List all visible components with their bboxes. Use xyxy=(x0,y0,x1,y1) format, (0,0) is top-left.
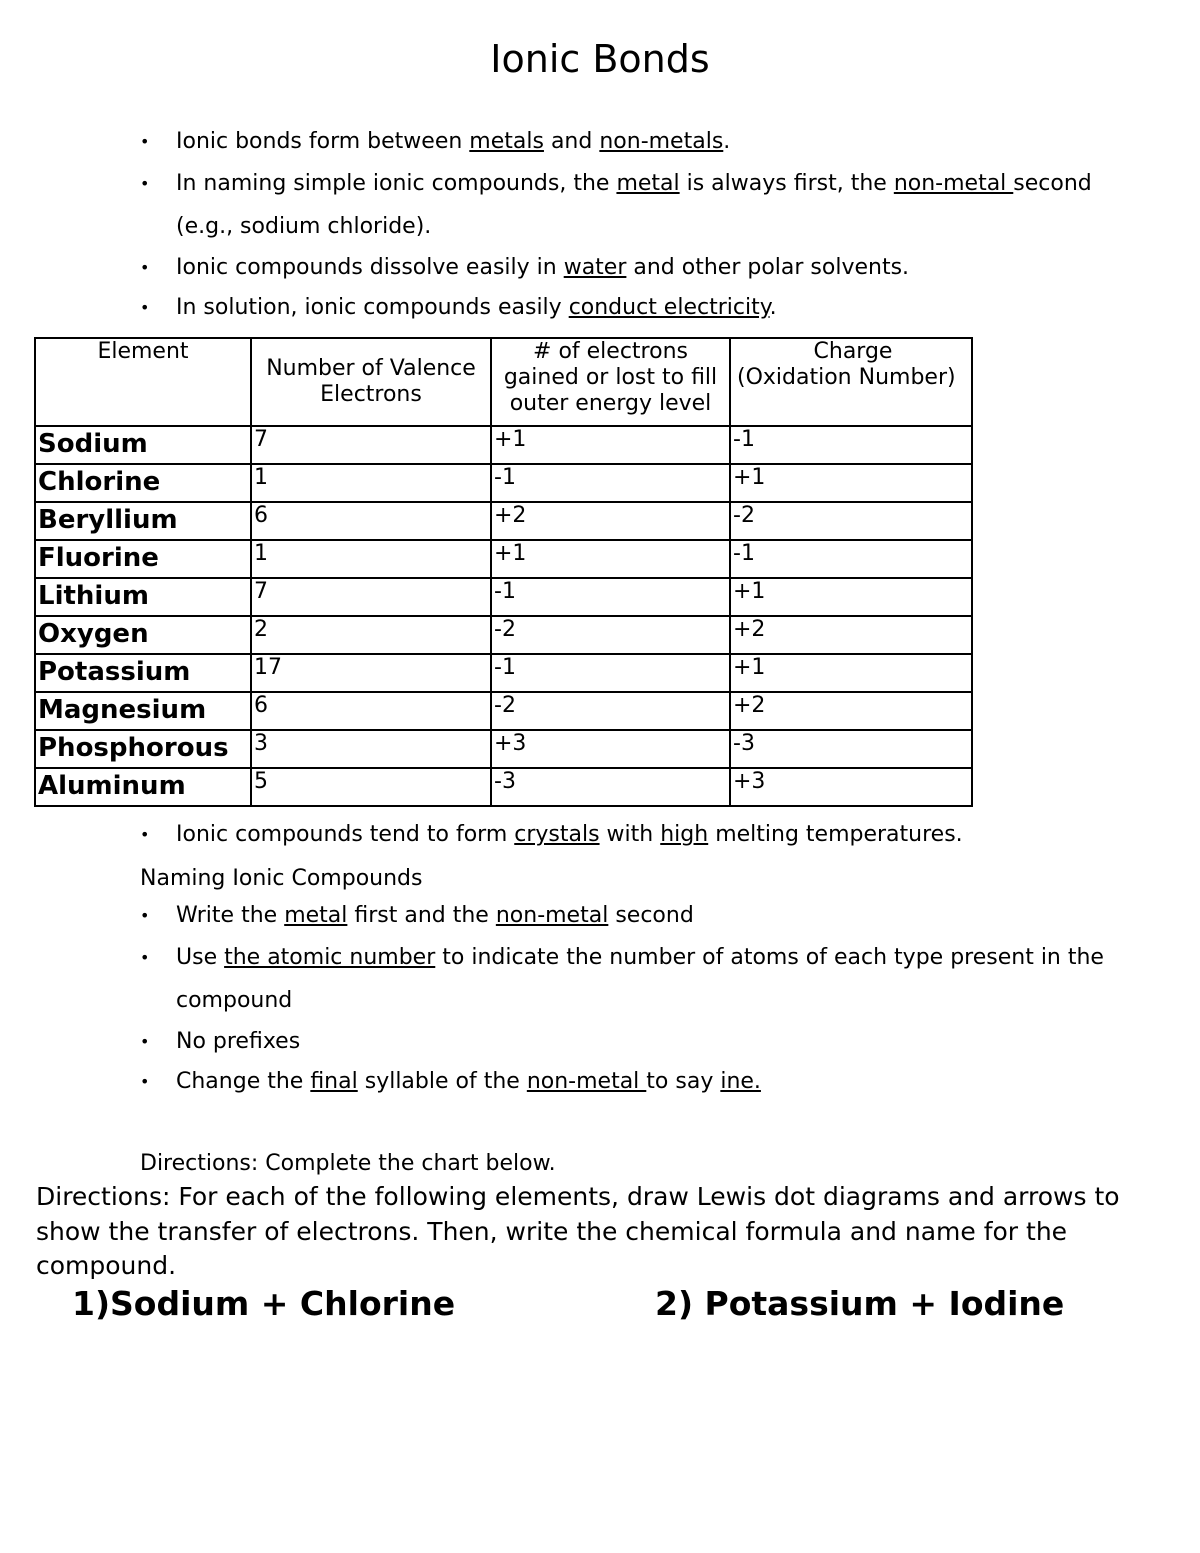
cell-electrons: -3 xyxy=(491,768,730,806)
cell-charge: +1 xyxy=(730,654,972,692)
bullet-text: melting temperatures. xyxy=(708,822,963,847)
bullet-write-metal-first xyxy=(140,896,1120,936)
cell-element: Chlorine xyxy=(35,464,251,502)
cell-charge: +3 xyxy=(730,768,972,806)
cell-charge: +1 xyxy=(730,578,972,616)
chart-row-fluorine xyxy=(35,540,972,578)
bullet-text: . xyxy=(769,295,777,320)
bullet-text: and other polar solvents. xyxy=(626,255,910,280)
cell-element: Aluminum xyxy=(35,768,251,806)
cell-valence: 2 xyxy=(251,616,491,654)
cell-electrons: +3 xyxy=(491,730,730,768)
bullet-text: Ionic compounds dissolve easily in xyxy=(176,255,564,280)
chart-row-sodium xyxy=(35,426,972,464)
bullet-no-prefixes xyxy=(140,1022,1120,1062)
bullet-text: Use xyxy=(176,945,225,970)
cell-electrons: +1 xyxy=(491,426,730,464)
cell-charge: +2 xyxy=(730,616,972,654)
bullet-text: syllable of the xyxy=(357,1069,527,1094)
underlined-term: water xyxy=(563,255,627,280)
bullet-text: to say xyxy=(646,1069,721,1094)
cell-electrons: -2 xyxy=(491,616,730,654)
chart-header-row xyxy=(35,338,972,426)
cell-element: Sodium xyxy=(35,426,251,464)
bullet-text: In solution, ionic compounds easily xyxy=(176,295,569,320)
bullet-text: Change the xyxy=(176,1069,311,1094)
underlined-term: metals xyxy=(469,129,544,154)
bullet-text: In naming simple ionic compounds, the xyxy=(176,171,617,196)
header-electrons-gained-lost: # of electrons gained or lost to fill outer energy level xyxy=(491,338,730,426)
cell-element: Oxygen xyxy=(35,616,251,654)
bullet-text: with xyxy=(599,822,661,847)
underlined-term: conduct electricity xyxy=(568,295,770,320)
underlined-term: crystals xyxy=(514,822,600,847)
cell-electrons: -1 xyxy=(491,464,730,502)
cell-electrons: +1 xyxy=(491,540,730,578)
bullet-text: first and the xyxy=(347,903,496,928)
cell-charge: -2 xyxy=(730,502,972,540)
naming-heading: Naming Ionic Compounds xyxy=(140,866,423,891)
chart-body xyxy=(35,426,972,806)
header-charge xyxy=(730,338,972,426)
cell-electrons: -2 xyxy=(491,692,730,730)
problem-sodium-chlorine: 1)Sodium + Chlorine xyxy=(72,1284,456,1323)
cell-electrons: +2 xyxy=(491,502,730,540)
bullet-text: Ionic bonds form between xyxy=(176,129,470,154)
cell-valence: 3 xyxy=(251,730,491,768)
cell-element: Beryllium xyxy=(35,502,251,540)
chart-row-phosphorous xyxy=(35,730,972,768)
header-charge-subtitle: (Oxidation Number) xyxy=(737,365,956,390)
cell-valence: 6 xyxy=(251,502,491,540)
cell-valence: 6 xyxy=(251,692,491,730)
cell-charge: -1 xyxy=(730,540,972,578)
header-element: Element xyxy=(35,338,251,426)
header-charge-title: Charge xyxy=(813,339,893,364)
cell-element: Phosphorous xyxy=(35,730,251,768)
cell-element: Magnesium xyxy=(35,692,251,730)
bullet-dissolve xyxy=(140,248,1120,288)
bullet-text: . xyxy=(723,129,731,154)
underlined-term: final xyxy=(310,1069,358,1094)
bullet-text: to indicate the number of atoms of each type present in the compound xyxy=(176,945,1104,1013)
intro-bullet-list xyxy=(140,122,1120,328)
chart-row-potassium xyxy=(35,654,972,692)
bullet-text: is always first, the xyxy=(679,171,894,196)
naming-bullet-list xyxy=(140,896,1120,1102)
directions-lewis-dot: Directions: For each of the following elements, draw Lewis dot diagrams and arrows to show the transfer of electrons. Then, write the chemical formula and name for the compound. xyxy=(36,1182,1120,1280)
cell-electrons: -1 xyxy=(491,654,730,692)
underlined-term: metal xyxy=(616,171,680,196)
bullet-text: second (e.g., sodium chloride). xyxy=(176,171,1092,239)
bullet-text: Ionic compounds tend to form xyxy=(176,822,515,847)
chart-row-magnesium xyxy=(35,692,972,730)
crystals-bullet-list xyxy=(140,815,1120,855)
cell-valence: 5 xyxy=(251,768,491,806)
cell-charge: +1 xyxy=(730,464,972,502)
underlined-term: non-metal xyxy=(893,171,1014,196)
cell-charge: -3 xyxy=(730,730,972,768)
underlined-term: ine. xyxy=(720,1069,761,1094)
cell-valence: 7 xyxy=(251,426,491,464)
underlined-term: non-metal xyxy=(526,1069,647,1094)
bullet-text: No prefixes xyxy=(176,1029,301,1054)
bullet-change-syllable xyxy=(140,1062,1120,1102)
cell-electrons: -1 xyxy=(491,578,730,616)
cell-element: Fluorine xyxy=(35,540,251,578)
cell-element: Lithium xyxy=(35,578,251,616)
chart-row-lithium xyxy=(35,578,972,616)
chart-row-beryllium xyxy=(35,502,972,540)
bullet-crystals xyxy=(140,815,1120,855)
page-title: Ionic Bonds xyxy=(490,37,710,81)
bullet-conduct xyxy=(140,288,1120,328)
cell-charge: -1 xyxy=(730,426,972,464)
cell-valence: 1 xyxy=(251,540,491,578)
cell-valence: 7 xyxy=(251,578,491,616)
chart-row-aluminum xyxy=(35,768,972,806)
underlined-term: non-metal xyxy=(495,903,609,928)
bullet-text: and xyxy=(543,129,600,154)
bullet-metals-nonmetals xyxy=(140,122,1120,162)
bullet-text: Write the xyxy=(176,903,285,928)
header-valence-electrons: Number of Valence Electrons xyxy=(251,338,491,426)
underlined-term: high xyxy=(660,822,709,847)
directions-complete-chart: Directions: Complete the chart below. xyxy=(140,1151,556,1176)
element-chart xyxy=(34,337,973,807)
problem-potassium-iodine: 2) Potassium + Iodine xyxy=(655,1284,1065,1323)
chart-row-oxygen xyxy=(35,616,972,654)
bullet-text: second xyxy=(608,903,694,928)
cell-charge: +2 xyxy=(730,692,972,730)
underlined-term: non-metals xyxy=(599,129,724,154)
chart-row-chlorine xyxy=(35,464,972,502)
underlined-term: the atomic number xyxy=(224,945,436,970)
cell-valence: 17 xyxy=(251,654,491,692)
underlined-term: metal xyxy=(284,903,348,928)
bullet-naming-order xyxy=(140,162,1120,248)
cell-valence: 1 xyxy=(251,464,491,502)
bullet-atomic-number xyxy=(140,936,1120,1022)
cell-element: Potassium xyxy=(35,654,251,692)
